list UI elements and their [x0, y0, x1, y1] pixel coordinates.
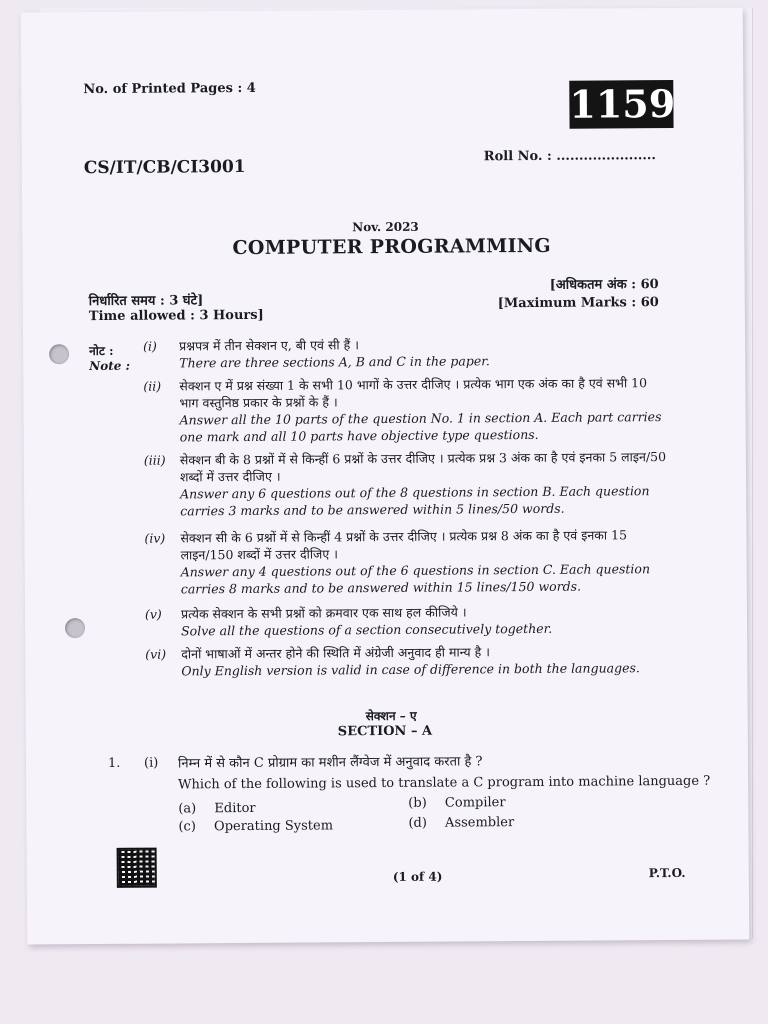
note-item-english: Answer all the 10 parts of the question No. 1 in section A. Each part carries one mark and all 10 parts have objective type questions.	[179, 409, 662, 445]
exam-session: Nov. 2023	[352, 219, 419, 235]
punch-hole-icon	[49, 344, 69, 364]
punch-hole-icon	[65, 618, 85, 638]
question-text: Which of the following is used to translate a C program into machine language ?	[178, 773, 711, 793]
note-item-english: Answer any 4 questions out of the 6 questions in section C. Each question carries 8 marks and to be answered within 15 lines/150 words.	[180, 561, 651, 597]
option-c	[178, 818, 333, 834]
exam-page	[21, 7, 749, 944]
note-item-number: (iii)	[143, 452, 166, 468]
option-label: (c)	[178, 819, 196, 835]
note-item-english: Solve all the questions of a section consecutively together.	[181, 620, 553, 639]
note-item	[144, 602, 665, 639]
option-text: Compiler	[444, 795, 506, 811]
note-item-english: There are three sections A, B and C in the paper.	[179, 353, 490, 371]
time-allowed: Time allowed : 3 Hours]	[88, 307, 264, 325]
paper-code: 1159	[569, 80, 676, 127]
note-item-number: (vi)	[145, 646, 167, 662]
course-code: CS/IT/CB/CI3001	[83, 156, 246, 179]
paper-title: COMPUTER PROGRAMMING	[232, 234, 552, 260]
max-marks-hindi: [अधिकतम अंक : 60	[549, 277, 659, 293]
option-label: (b)	[408, 795, 427, 811]
qr-code-icon	[117, 848, 157, 888]
note-item-hindi: सेक्शन ए में प्रश्न संख्या 1 के सभी 10 भागों के उत्तर दीजिए । प्रत्येक भाग एक अंक का है एवं सभी 10 भाग वस्तुनिष्ठ प्रकार के प्रश्नों के हैं ।	[179, 375, 648, 411]
note-item	[144, 526, 664, 597]
note-item	[145, 642, 665, 679]
note-item-number: (i)	[143, 338, 157, 354]
section-title: SECTION – A	[337, 723, 433, 740]
note-item-number: (iv)	[144, 530, 166, 546]
option-text: Editor	[214, 800, 256, 817]
max-marks: [Maximum Marks : 60	[497, 295, 659, 312]
note-label-hindi: नोट :	[89, 343, 114, 359]
note-label: Note :	[89, 358, 131, 374]
note-item-hindi: सेक्शन सी के 6 प्रश्नों में से किन्हीं 4 प्रश्नों के उत्तर दीजिए । प्रत्येक प्रश्न 8 अंक का है एवं इनका 15 लाइन/150 शब्दों में उत्तर दीजिए ।	[180, 527, 628, 563]
note-item-hindi: सेक्शन बी के 8 प्रश्नों में से किन्हीं 6 प्रश्नों के उत्तर दीजिए । प्रत्येक प्रश्न 3 अंक का है एवं इनका 5 लाइन/50 शब्दों में उत्तर दीजिए ।	[179, 449, 667, 485]
option-b	[408, 795, 505, 811]
note-item-english: Only English version is valid in case of difference in both the languages.	[181, 660, 640, 679]
roll-number-field: Roll No. : ......................	[483, 148, 656, 165]
time-allowed-hindi: निर्धारित समय : 3 घंटे]	[88, 293, 204, 310]
note-item-english: Answer any 6 questions out of the 8 questions in section B. Each question carries 3 marks and to be answered within 5 lines/50 words.	[180, 483, 650, 519]
note-item-hindi: प्रश्नपत्र में तीन सेक्शन ए, बी एवं सी हैं ।	[179, 337, 359, 354]
pto-label: P.T.O.	[648, 865, 686, 881]
option-label: (d)	[408, 815, 427, 831]
note-item-number: (ii)	[143, 378, 162, 394]
option-a	[178, 801, 255, 817]
question-text-hindi: निम्न में से कौन C प्रोग्राम का मशीन लैंग्वेज में अनुवाद करता है ?	[177, 754, 483, 772]
option-text: Assembler	[444, 815, 515, 831]
note-item	[143, 374, 663, 445]
section-title-hindi: सेक्शन – ए	[365, 708, 417, 724]
option-label: (a)	[178, 801, 197, 817]
note-item	[143, 334, 663, 371]
question-number: 1.	[107, 755, 121, 771]
note-item-number: (v)	[144, 606, 162, 622]
note-item	[143, 448, 667, 519]
option-text: Operating System	[213, 818, 334, 835]
question-subpart: (i)	[143, 755, 159, 771]
note-item-hindi: प्रत्येक सेक्शन के सभी प्रश्नों को क्रमवार एक साथ हल कीजिये ।	[180, 604, 467, 622]
option-d	[408, 815, 514, 831]
note-item-hindi: दोनों भाषाओं में अन्तर होने की स्थिति में अंग्रेजी अनुवाद ही मान्य है ।	[181, 644, 491, 662]
printed-pages: No. of Printed Pages : 4	[83, 80, 256, 98]
page-number: (1 of 4)	[392, 869, 443, 884]
